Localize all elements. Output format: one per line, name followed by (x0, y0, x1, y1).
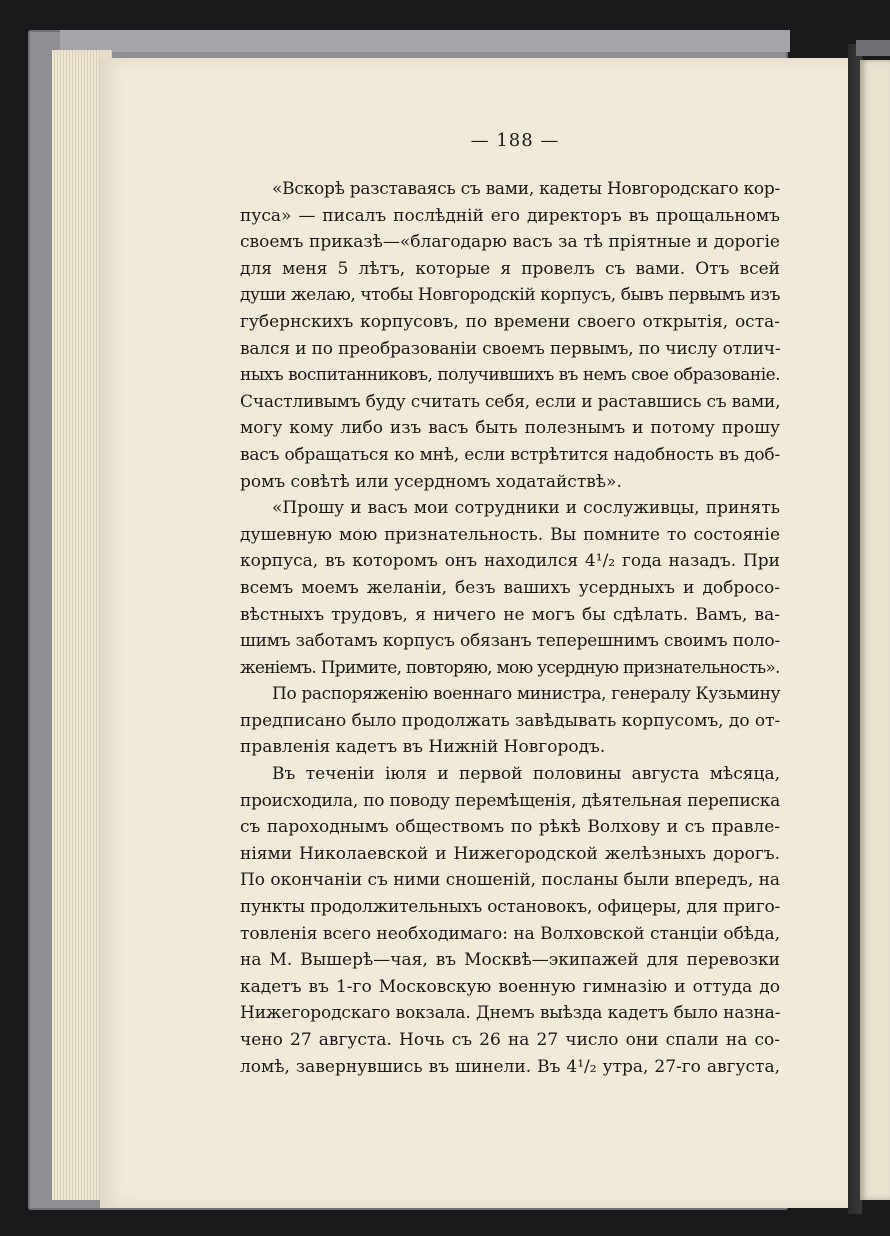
text-line: корпуса, въ которомъ онъ находился 4¹/₂ года назадъ. При (240, 551, 780, 572)
text-line: предписано было продолжать завѣдывать корпусомъ, до от- (240, 710, 781, 731)
text-line: По распоряженiю военнаго министра, генералу Кузьмину (272, 684, 781, 705)
body-text (240, 176, 780, 1080)
text-line: пуса» — писалъ послѣднiй его директоръ въ прощальномъ (240, 205, 780, 226)
text-line: ныхъ воспитанниковъ, получившихъ въ немъ свое образованie. (240, 365, 781, 386)
text-line: товленiя всего необходимаго: на Волховской станцiи обѣда, (240, 923, 780, 944)
text-line: на М. Вышерѣ—чая, въ Москвѣ—экипажей для перевозки (240, 950, 780, 971)
text-line: душевную мою признательность. Вы помните то состоянie (240, 524, 780, 545)
book-cover-top-edge (60, 30, 790, 52)
text-line: нiями Николаевской и Нижегородской желѣзныхъ дорогъ. (240, 843, 780, 864)
text-line: пункты продолжительныхъ остановокъ, офицеры, для приго- (240, 897, 780, 918)
text-line: «Прошу и васъ мои сотрудники и сослуживцы, принять (272, 498, 780, 519)
facing-page-edge (860, 60, 890, 1200)
text-line: васъ обращаться ко мнѣ, если встрѣтится надобность въ доб- (240, 444, 780, 465)
text-line: кадетъ въ 1-го Московскую военную гимназiю и оттуда до (240, 976, 780, 997)
page-number: — 188 — (470, 130, 560, 151)
text-line: чено 27 августа. Ночь съ 26 на 27 число они спали на со- (240, 1030, 780, 1050)
text-line: шимъ заботамъ корпусъ обязанъ теперешнимъ своимъ поло- (240, 631, 780, 652)
text-line: губернскихъ корпусовъ, по времени своего открытiя, оста- (240, 311, 780, 332)
text-line: «Вскорѣ разставаясь съ вами, кадеты Новгородскаго кор- (272, 179, 780, 199)
text-line: съ пароходнымъ обществомъ по рѣкѣ Волхову и съ правле- (240, 817, 780, 838)
text-line: для меня 5 лѣтъ, которые я провелъ съ вами. Отъ всей (240, 258, 780, 279)
text-line: души желаю, чтобы Новгородскiй корпусъ, бывъ первымъ изъ (240, 285, 780, 306)
text-line: своемъ приказѣ—«благодарю васъ за тѣ прiятные и дорогie (240, 232, 780, 253)
text-line: Счастливымъ буду считать себя, если и раставшись съ вами, (240, 391, 781, 412)
text-line: ломѣ, завернувшись въ шинели. Въ 4¹/₂ утра, 27-го августа, (240, 1056, 780, 1077)
text-line: По окончанiи съ ними сношенiй, посланы были впередъ, на (240, 870, 781, 891)
text-line: вѣстныхъ трудовъ, я ничего не могъ бы сдѣлать. Вамъ, ва- (240, 604, 780, 625)
text-line: вался и по преобразованiи своемъ первымъ, по числу отлич- (240, 338, 781, 359)
text-line: Нижегородскаго вокзала. Днемъ выѣзда кадетъ было назна- (240, 1003, 781, 1024)
text-line: ромъ совѣтѣ или усердномъ ходатайствѣ». (240, 471, 622, 492)
text-line: происходила, по поводу перемѣщенiя, дѣятельная переписка (240, 790, 780, 811)
text-line: Въ теченiи iюля и первой половины августа мѣсяца, (272, 764, 780, 785)
text-line: всемъ моемъ желанiи, безъ вашихъ усердныхъ и добросо- (240, 577, 780, 598)
text-line: женiемъ. Примите, повторяю, мою усердную признательность». (240, 657, 780, 678)
text-line: могу кому либо изъ васъ быть полезнымъ и потому прошу (240, 418, 780, 439)
text-line: правленiя кадетъ въ Нижнiй Новгородъ. (240, 737, 606, 758)
facing-cover-edge (856, 40, 890, 56)
